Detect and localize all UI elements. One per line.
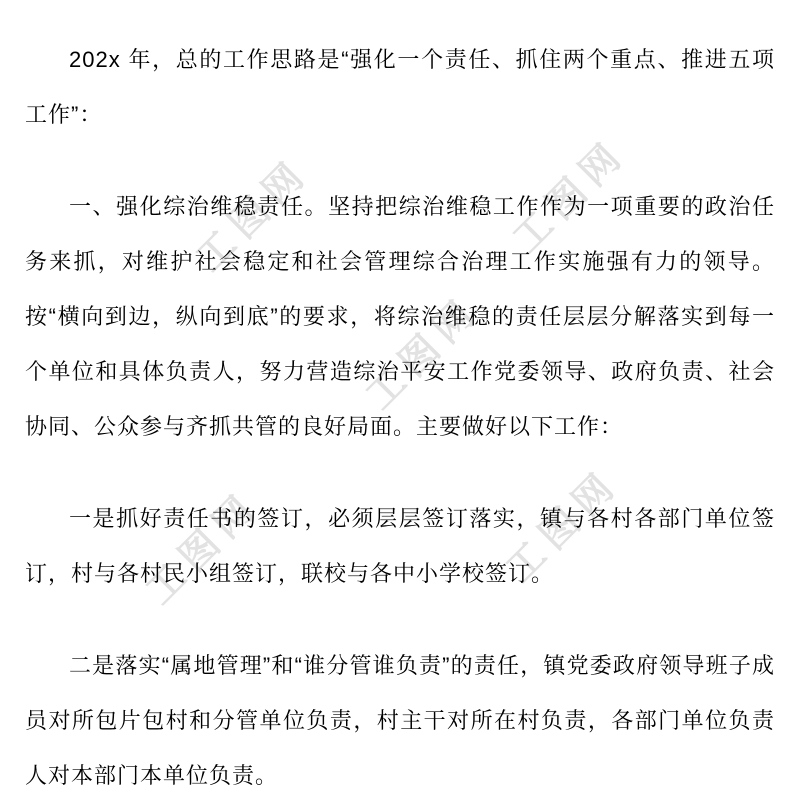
watermark-text: 工图网	[505, 131, 635, 261]
watermark-text: 工图网	[188, 150, 318, 280]
watermark-text: 工图网	[138, 483, 268, 613]
document-body	[25, 32, 775, 800]
paragraph-point-2: 二是落实“属地管理”和“谁分管谁负责”的责任，镇党委政府领导班子成员对所包片包村和分管单位负责，村主干对所在村负责，各部门单位负责人对本部门本单位负责。	[25, 653, 775, 788]
paragraph-intro: 202x 年，总的工作思路是“强化一个责任、抓住两个重点、推进五项工作”：	[25, 47, 775, 127]
watermark-text: 工图网	[498, 461, 628, 591]
paragraph-point-1: 一是抓好责任书的签订，必须层层签订落实，镇与各村各部门单位签订，村与各村民小组签订，联校与各中小学校签订。	[25, 506, 775, 586]
paragraph-section-1: 一、强化综治维稳责任。坚持把综治维稳工作作为一项重要的政治任务来抓，对维护社会稳定和社会管理综合治理工作实施强有力的领导。按“横向到边，纵向到底”的要求，将综治维稳的责任层层分解落实到每一个单位和具体负责人，努力营造综治平安工作党委领导、政府负责、社会协同、公众参与齐抓共管的良好局面。主要做好以下工作：	[25, 194, 775, 439]
watermark-text: 工图网	[358, 288, 488, 418]
